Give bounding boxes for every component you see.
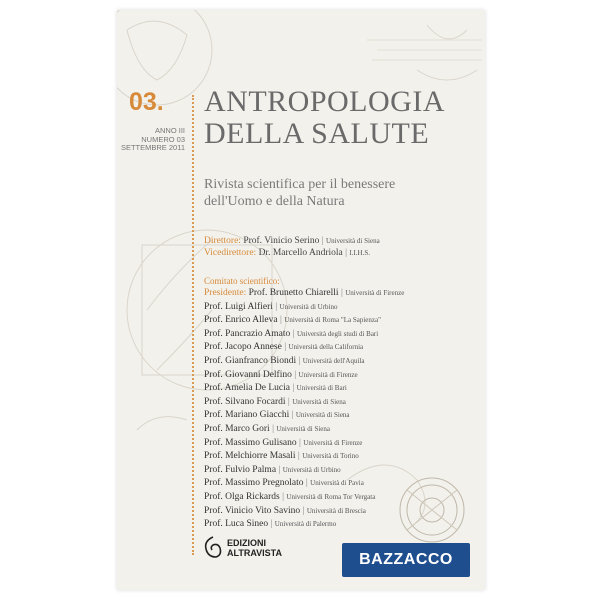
publisher-logo — [202, 535, 282, 561]
member-institution: Università di Firenze — [303, 438, 363, 447]
member-name: Prof. Luigi Alfieri — [204, 301, 273, 312]
direttore-row: Direttore: Prof. Vinicio Serino | Università di Siena — [204, 236, 380, 246]
committee-member: Prof. Silvano Focardi | Università di Siena — [204, 396, 346, 407]
member-name: Prof. Fulvio Palma — [204, 464, 277, 475]
issue-meta — [117, 127, 185, 153]
member-name: Prof. Melchiorre Masali — [204, 451, 296, 462]
issue-number: 03. — [129, 88, 164, 116]
member-institution: Università di Roma Tor Vergata — [286, 492, 376, 501]
circular-seal-icon — [400, 478, 464, 542]
member-institution: Università di Bari — [296, 384, 347, 393]
member-name: Prof. Mariano Giacchi — [204, 410, 290, 421]
committee-member: Prof. Pancrazio Amato | Università degli studi di Bari — [204, 328, 379, 339]
member-name: Prof. Olga Rickards — [204, 491, 280, 502]
publisher-line-2: ALTRAVISTA — [227, 548, 282, 558]
member-name: Prof. Silvano Focardi — [204, 396, 286, 407]
committee-member: Prof. Jacopo Annese | Università della California — [204, 342, 364, 353]
committee-member: Prof. Giovanni Delfino | Università di Firenze — [204, 369, 358, 380]
subtitle-line-1: Rivista scientifica per il benessere — [204, 177, 396, 192]
member-institution: Università degli studi di Bari — [296, 329, 379, 338]
member-name: Prof. Pancrazio Amato — [204, 328, 291, 339]
member-institution: Università di Urbino — [282, 465, 341, 474]
publisher-swirl-icon — [202, 535, 224, 561]
committee-member: Prof. Vinicio Vito Savino | Università di Brescia — [204, 505, 366, 516]
publisher-line-1: EDIZIONI — [227, 538, 267, 548]
member-institution: Università di Torino — [302, 452, 359, 461]
member-institution: Università di Urbino — [279, 302, 338, 311]
direttore-label: Direttore: — [204, 236, 241, 246]
title-line-1: ANTROPOLOGIA — [204, 85, 445, 118]
member-name: Prof. Enrico Alleva — [204, 315, 278, 326]
member-institution: Università di Brescia — [306, 506, 366, 515]
member-institution: Università di Firenze — [345, 289, 405, 297]
presidente-label: Presidente: — [204, 288, 247, 298]
issue-year: ANNO III — [154, 126, 185, 135]
member-name: Prof. Jacopo Annese — [204, 342, 282, 353]
book-cover — [117, 10, 485, 590]
member-institution: Università di Siena — [276, 424, 331, 433]
member-institution: Università di Siena — [292, 397, 346, 406]
editors-block — [204, 235, 380, 259]
member-name: Prof. Massimo Pregnolato — [204, 478, 304, 489]
member-name: Prof. Giovanni Delfino — [204, 369, 292, 380]
committee-member: Prof. Gianfranco Biondi | Università dell'Aquila — [204, 355, 365, 366]
member-institution: Università di Firenze — [298, 370, 358, 379]
journal-subtitle — [204, 176, 395, 210]
member-institution: Università di Pavia — [310, 479, 364, 488]
committee-member: Prof. Olga Rickards | Università di Roma Tor Vergata — [204, 491, 376, 502]
member-name: Prof. Massimo Gulisano — [204, 437, 297, 448]
member-name: Prof. Gianfranco Biondi — [204, 355, 297, 366]
direttore-name: Prof. Vinicio Serino — [243, 236, 320, 246]
committee-member: Prof. Massimo Gulisano | Università di Firenze — [204, 437, 363, 448]
member-institution: Università di Siena — [295, 411, 350, 420]
member-name: Prof. Marco Gori — [204, 423, 270, 434]
member-institution: Università di Roma "La Sapienza" — [284, 316, 381, 325]
subtitle-line-2: dell'Uomo e della Natura — [204, 194, 345, 209]
vicedirettore-row: Vicedirettore: Dr. Marcello Andriola | I.I.H.S. — [204, 248, 371, 258]
committee-list — [204, 287, 404, 532]
vicedirettore-name: Dr. Marcello Andriola — [258, 248, 343, 258]
member-name: Prof. Vinicio Vito Savino — [204, 505, 301, 516]
committee-member: Prof. Amelia De Lucia | Università di Bari — [204, 383, 347, 394]
committee-member: Prof. Enrico Alleva | Università di Roma "La Sapienza" — [204, 315, 381, 326]
member-institution: Università di Palermo — [274, 520, 337, 529]
member-name: Prof. Amelia De Lucia — [204, 383, 291, 394]
issue-number-text: NUMERO 03 — [141, 134, 185, 144]
committee-member: Prof. Marco Gori | Università di Siena — [204, 423, 331, 434]
member-name: Prof. Brunetto Chiarelli — [248, 288, 339, 298]
committee-member: Prof. Mariano Giacchi | Università di Siena — [204, 410, 350, 421]
committee-member: Prof. Fulvio Palma | Università di Urbino — [204, 464, 341, 475]
comitato-label: Comitato scientifico: — [204, 276, 280, 286]
direttore-institution: Università di Siena — [326, 237, 380, 245]
committee-member: Prof. Melchiorre Masali | Università di Torino — [204, 451, 359, 462]
issue-date: SETTEMBRE 2011 — [120, 143, 185, 152]
journal-title — [204, 86, 445, 150]
brand-badge[interactable]: BAZZACCO — [342, 543, 470, 577]
dotted-divider — [192, 95, 194, 555]
vicedirettore-institution: I.I.H.S. — [349, 249, 371, 257]
member-name: Prof. Luca Sineo — [204, 519, 269, 530]
member-institution: Università dell'Aquila — [302, 356, 365, 365]
vicedirettore-label: Vicedirettore: — [204, 248, 257, 258]
committee-member: Prof. Luca Sineo | Università di Palermo — [204, 519, 337, 530]
committee-member: Presidente: Prof. Brunetto Chiarelli | Università di Firenze — [204, 288, 405, 298]
title-line-2: DELLA SALUTE — [204, 117, 430, 150]
member-institution: Università della California — [288, 343, 364, 352]
committee-member: Prof. Massimo Pregnolato | Università di Pavia — [204, 478, 364, 489]
committee-member: Prof. Luigi Alfieri | Università di Urbino — [204, 301, 338, 312]
